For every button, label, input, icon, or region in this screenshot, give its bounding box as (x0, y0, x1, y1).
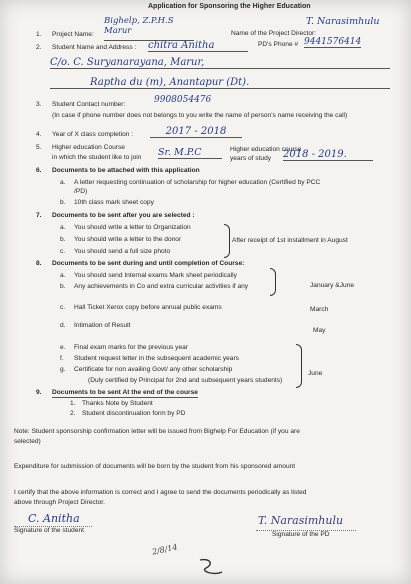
s8eg-brace (296, 344, 302, 388)
project-name-value: Bighelp, Z.P.H.S Marur (104, 16, 194, 41)
s8a-num: a. (60, 272, 66, 279)
note-line1: Note: Student sponsorship confirmation letter will be issued from Bighelp For Education (if you are (14, 428, 300, 435)
q1-number: 1. (36, 31, 42, 38)
contact-value: 9908054476 (154, 95, 212, 105)
section7-title: Documents to be sent after you are selected : (52, 212, 195, 219)
s7b-text: You should write a letter to the donor (74, 236, 182, 243)
address-line1: C/o. C. Suryanarayana, Marur, (50, 58, 390, 69)
s8ab-brace (270, 268, 276, 296)
s7a-num: a. (60, 224, 66, 231)
s7c-text: You should send a full size photo (74, 248, 171, 255)
s8e-text: Final exam marks for the previous year (74, 344, 188, 351)
s6a-num: a. (60, 179, 66, 186)
address-line2: Raptha du (m), Anantapur (Dt). (50, 78, 390, 89)
s8f-text: Student request letter in the subsequent academic years (74, 355, 239, 362)
s9-2-text: Student discontinuation form by PD (82, 410, 186, 417)
s8g-subtext: (Duly certified by Principal for 2nd and subsequent years students) (88, 377, 283, 384)
form-title: Application for Sponsoring the Higher Education (148, 3, 311, 10)
s8e-num: e. (60, 344, 66, 351)
s8g-text: Certificate for non availing Govt/ any other scholarship (74, 366, 233, 373)
s7-brace (224, 224, 230, 258)
ink-scribble-mark (196, 556, 236, 582)
s8c-text: Hall Ticket Xerox copy before annual public exams (74, 304, 222, 311)
higher-course-label-1: Higher education Course (52, 144, 125, 151)
date-scrawl: 2/8/14 (151, 542, 179, 557)
student-signature: C. Anitha (28, 512, 80, 525)
s8c-num: c. (60, 304, 66, 311)
s8b-text: Any achievements in Co and extra curricular activities if any (74, 283, 249, 290)
q6-number: 6. (36, 167, 42, 174)
director-phone-value: 9441576414 (304, 37, 362, 47)
month-jan-june: January &June (310, 282, 354, 289)
s8g-num: g. (60, 366, 66, 373)
director-name-value: T. Narasimhulu (306, 16, 380, 27)
s9-2-num: 2. (70, 410, 76, 417)
s6a-text: A letter requesting continuation of scholarship for higher education (Certified by PCC (74, 179, 321, 186)
student-name-value: chitra Anitha (148, 41, 248, 52)
q9-number: 9. (36, 389, 42, 396)
q3-number: 3. (36, 101, 42, 108)
s7-note: After receipt of 1st installment in August (232, 237, 348, 244)
course-years-label-1: Higher education course (230, 146, 302, 153)
s8d-num: d. (60, 322, 66, 329)
s8f-num: f. (60, 355, 64, 362)
s8b-num: b. (60, 283, 66, 290)
course-years-label-2: years of study (230, 155, 272, 162)
s6b-text: 10th class mark sheet copy (74, 199, 154, 206)
s6a-text2: /PD) (74, 188, 88, 195)
project-name-label: Project Name: (52, 31, 94, 38)
higher-course-label-2: in which the student like to join (52, 154, 142, 161)
x-class-label: Year of X class completion : (52, 131, 134, 138)
pd-signature-label: Signature of the PD (272, 531, 330, 538)
month-march: March (310, 306, 329, 313)
contact-label: Student Contact number: (52, 101, 126, 108)
expenditure-text: Expenditure for submission of documents will be born by the student from his sponsored amount (14, 463, 296, 470)
s7a-text: You should write a letter to Organization (74, 224, 191, 231)
s7c-num: c. (60, 248, 66, 255)
pd-signature: T. Narasimhulu (258, 514, 344, 527)
s8a-text: You should send Internal exams Mark sheet periodically (74, 272, 237, 279)
student-name-label: Student Name and Address : (52, 44, 137, 51)
q2-number: 2. (36, 44, 42, 51)
section6-title: Documents to be attached with this application (52, 167, 200, 174)
q7-number: 7. (36, 212, 42, 219)
x-class-value: 2017 - 2018 (150, 127, 242, 138)
month-may: May (313, 327, 326, 334)
higher-course-value: Sr. M.P.C (158, 148, 222, 159)
q5-number: 5. (36, 144, 42, 151)
s9-1-num: 1. (70, 400, 76, 407)
course-years-value: 2018 - 2019. (283, 150, 373, 161)
q4-number: 4. (36, 131, 42, 138)
section9-title: Documents to be sent At the end of the course (52, 389, 198, 396)
section8-title: Documents to be sent during and until completion of Course: (52, 260, 245, 267)
s6b-num: b. (60, 199, 66, 206)
s8d-text: Intimation of Result (74, 322, 131, 329)
student-signature-label: Signature of the student (14, 527, 85, 534)
q8-number: 8. (36, 260, 42, 267)
s7b-num: b. (60, 236, 66, 243)
month-june: June (308, 370, 323, 377)
s9-1-text: Thanks Note by Student (82, 400, 153, 407)
director-name-label: Name of the Project Director: (231, 30, 317, 37)
director-phone-label: PD's Phone # (258, 41, 299, 48)
certify-line1: I certify that the above information is correct and I agree to send the documents periodically as listed (14, 489, 307, 496)
note-line2: selected) (14, 438, 41, 445)
contact-note: (In case if phone number does not belongs to you write the name of person's name receiving the call) (52, 112, 348, 119)
certify-line2: above through Project Director. (14, 499, 105, 506)
